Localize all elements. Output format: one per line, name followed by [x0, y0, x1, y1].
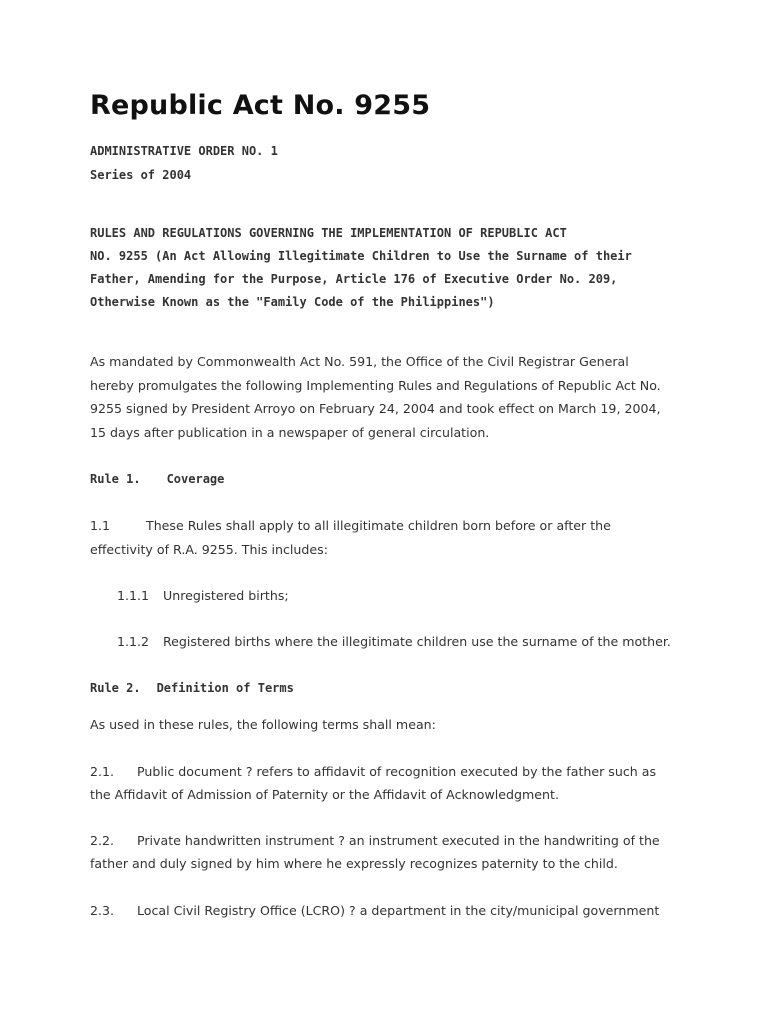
definition-2-3-line: [90, 899, 659, 922]
rule-1-1-line: [90, 514, 611, 537]
rule-1-1-text: These Rules shall apply to all illegitimate children born before or after the: [146, 518, 611, 533]
rule-1-1-1-number: 1.1.1: [117, 588, 150, 603]
definition-2-2-text: Private handwritten instrument ? an instrument executed in the handwriting of the: [137, 833, 660, 848]
rule-1-1-2-text: Registered births where the illegitimate children use the surname of the mother.: [163, 634, 671, 649]
heading-line: RULES AND REGULATIONS GOVERNING THE IMPLEMENTATION OF REPUBLIC ACT: [90, 226, 567, 240]
rule-1-1-2-number: 1.1.2: [117, 634, 150, 649]
heading-line: Father, Amending for the Purpose, Article 176 of Executive Order No. 209,: [90, 272, 618, 286]
rule-2-intro: As used in these rules, the following terms shall mean:: [90, 717, 436, 732]
definition-2-2-line2: father and duly signed by him where he expressly recognizes paternity to the child.: [90, 856, 618, 871]
intro-line: 15 days after publication in a newspaper of general circulation.: [90, 425, 490, 440]
heading-line: NO. 9255 (An Act Allowing Illegitimate Children to Use the Surname of their: [90, 249, 632, 263]
rule-1-1-2-line: [117, 630, 671, 653]
rule-2-number: Rule 2.: [90, 681, 141, 695]
rule-2-title: Definition of Terms: [156, 681, 294, 695]
order-number: ADMINISTRATIVE ORDER NO. 1: [90, 144, 278, 158]
definition-2-2-number: 2.2.: [90, 833, 115, 848]
intro-line: hereby promulgates the following Implementing Rules and Regulations of Republic Act No.: [90, 378, 661, 393]
document-title: Republic Act No. 9255: [90, 90, 431, 121]
definition-2-3-number: 2.3.: [90, 903, 115, 918]
definition-2-1-text: Public document ? refers to affidavit of recognition executed by the father such as: [137, 764, 657, 779]
rule-1-1-1-line: [117, 584, 289, 607]
rule-1-title: Coverage: [166, 472, 225, 486]
definition-2-1-line2: the Affidavit of Admission of Paternity or the Affidavit of Acknowledgment.: [90, 787, 559, 802]
intro-line: As mandated by Commonwealth Act No. 591, the Office of the Civil Registrar General: [90, 354, 629, 369]
definition-2-2-line: [90, 829, 660, 852]
rule-1-heading: [90, 468, 224, 491]
intro-line: 9255 signed by President Arroyo on February 24, 2004 and took effect on March 19, 2004,: [90, 401, 661, 416]
definition-2-1-number: 2.1.: [90, 764, 115, 779]
rule-1-1-1-text: Unregistered births;: [163, 588, 289, 603]
rule-1-1-line2: effectivity of R.A. 9255. This includes:: [90, 542, 328, 557]
definition-2-3-text: Local Civil Registry Office (LCRO) ? a department in the city/municipal government: [137, 903, 660, 918]
rule-2-heading: [90, 677, 294, 700]
series-line: Series of 2004: [90, 168, 192, 182]
definition-2-1-line: [90, 760, 656, 783]
rule-1-number: Rule 1.: [90, 472, 141, 486]
rule-1-1-number: 1.1: [90, 518, 111, 533]
heading-line: Otherwise Known as the "Family Code of the Philippines"): [90, 295, 495, 309]
